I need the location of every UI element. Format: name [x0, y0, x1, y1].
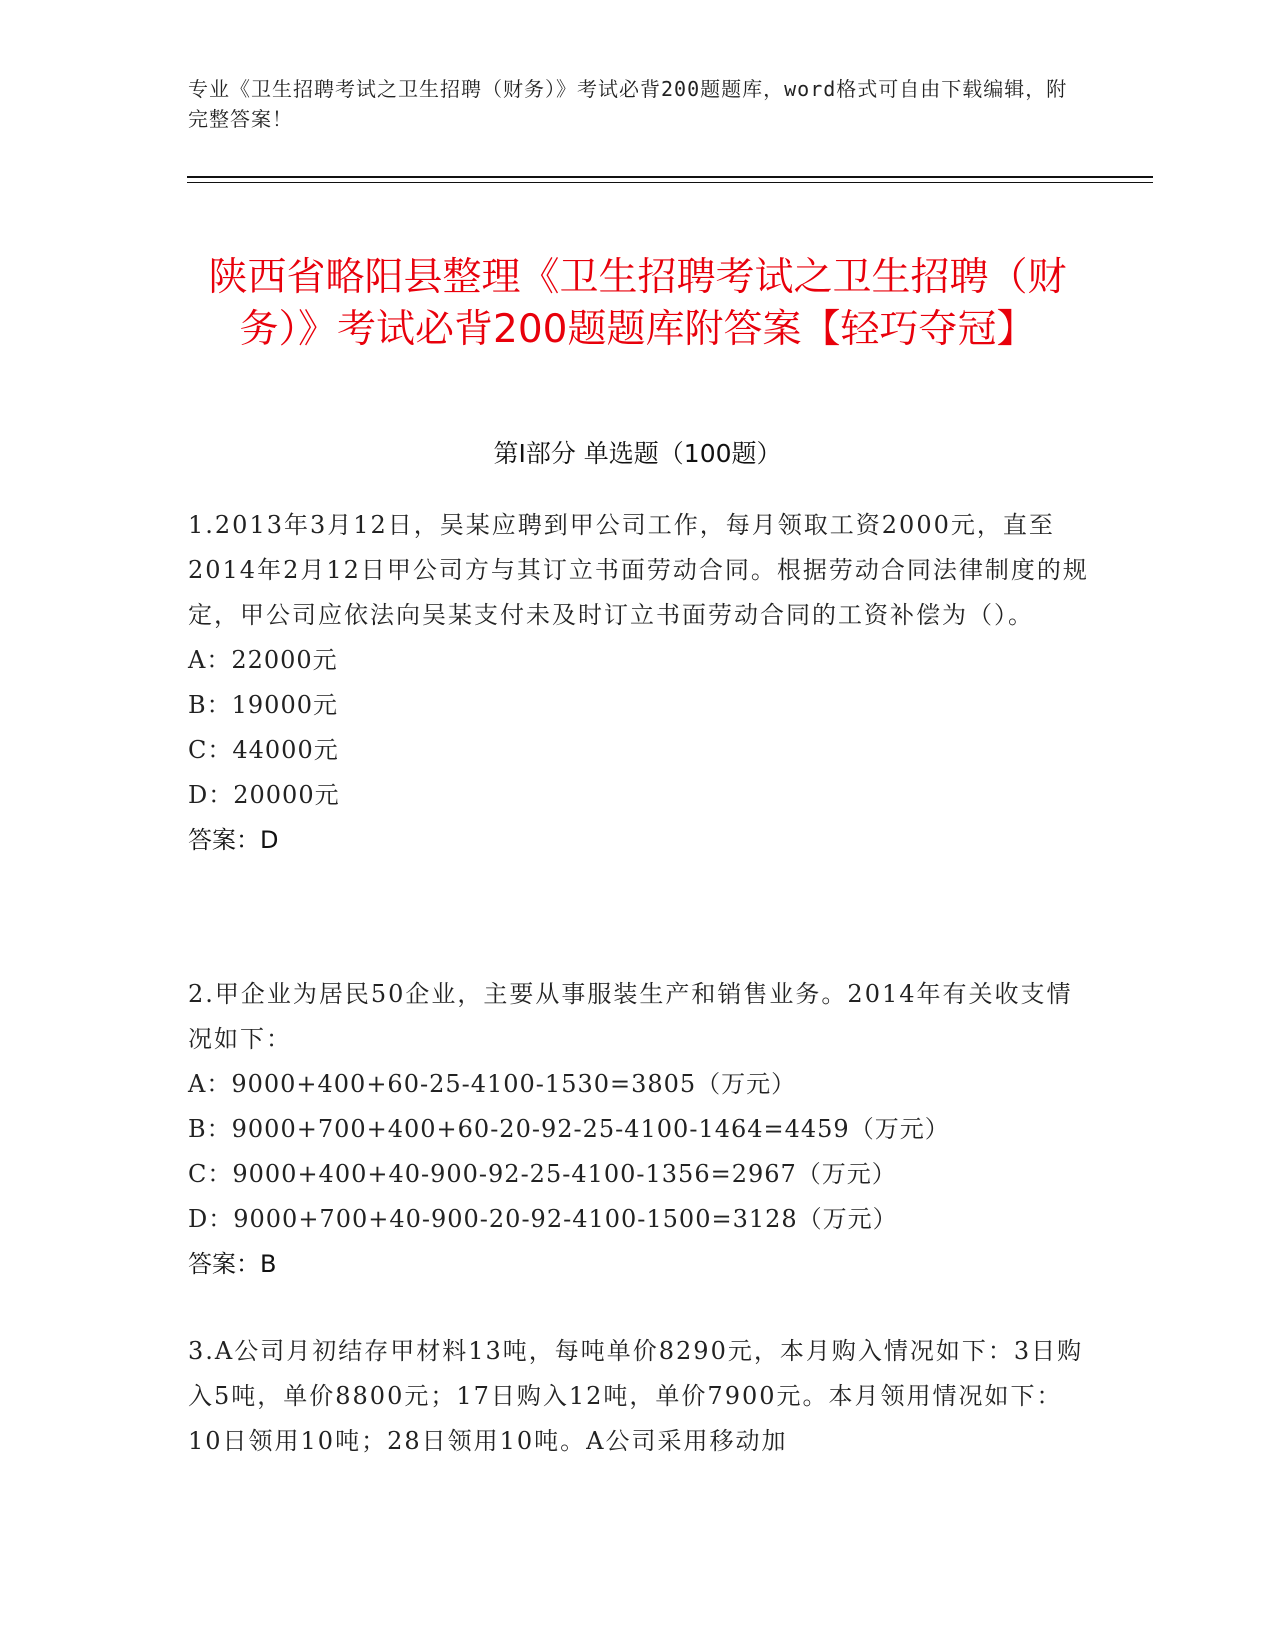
- question-1: [188, 503, 1093, 863]
- question-3: [188, 1329, 1093, 1464]
- answer-label: 答案：B: [188, 1250, 277, 1278]
- document-title: 陕西省略阳县整理《卫生招聘考试之卫生招聘（财务）》考试必背200题题库附答案【轻巧夺冠】: [208, 255, 1067, 353]
- question-2: [188, 972, 1093, 1287]
- question-stem: 2.甲企业为居民50企业，主要从事服装生产和销售业务。2014年有关收支情况如下：: [188, 980, 1073, 1053]
- option-a: A：22000元: [188, 646, 338, 674]
- option-b: B：19000元: [188, 691, 338, 719]
- header-rule-thin: [187, 182, 1153, 183]
- section-title: 第Ⅰ部分 单选题（100题）: [493, 439, 782, 468]
- option-c: C：9000+400+40-900-92-25-4100-1356=2967（万元）: [188, 1160, 897, 1188]
- option-d: D：9000+700+40-900-20-92-4100-1500=3128（万元）: [188, 1205, 898, 1233]
- option-b: B：9000+700+400+60-20-92-25-4100-1464=4459（万元）: [188, 1115, 950, 1143]
- header-rule-thick: [187, 176, 1153, 178]
- option-c: C：44000元: [188, 736, 339, 764]
- option-d: D：20000元: [188, 781, 340, 809]
- question-stem: 3.A公司月初结存甲材料13吨，每吨单价8290元，本月购入情况如下：3日购入5吨，单价8800元；17日购入12吨，单价7900元。本月领用情况如下：10日领用10吨；28日领用10吨。A公司采用移动加: [188, 1337, 1084, 1455]
- document-intro: 专业《卫生招聘考试之卫生招聘（财务）》考试必背200题题库，word格式可自由下载编辑，附完整答案！: [188, 77, 1068, 131]
- option-a: A：9000+400+60-25-4100-1530=3805（万元）: [188, 1070, 797, 1098]
- answer-label: 答案：D: [188, 826, 279, 854]
- question-stem: 1.2013年3月12日，吴某应聘到甲公司工作，每月领取工资2000元，直至2014年2月12日甲公司方与其订立书面劳动合同。根据劳动合同法律制度的规定，甲公司应依法向吴某支付未及时订立书面劳动合同的工资补偿为（）。: [188, 511, 1089, 629]
